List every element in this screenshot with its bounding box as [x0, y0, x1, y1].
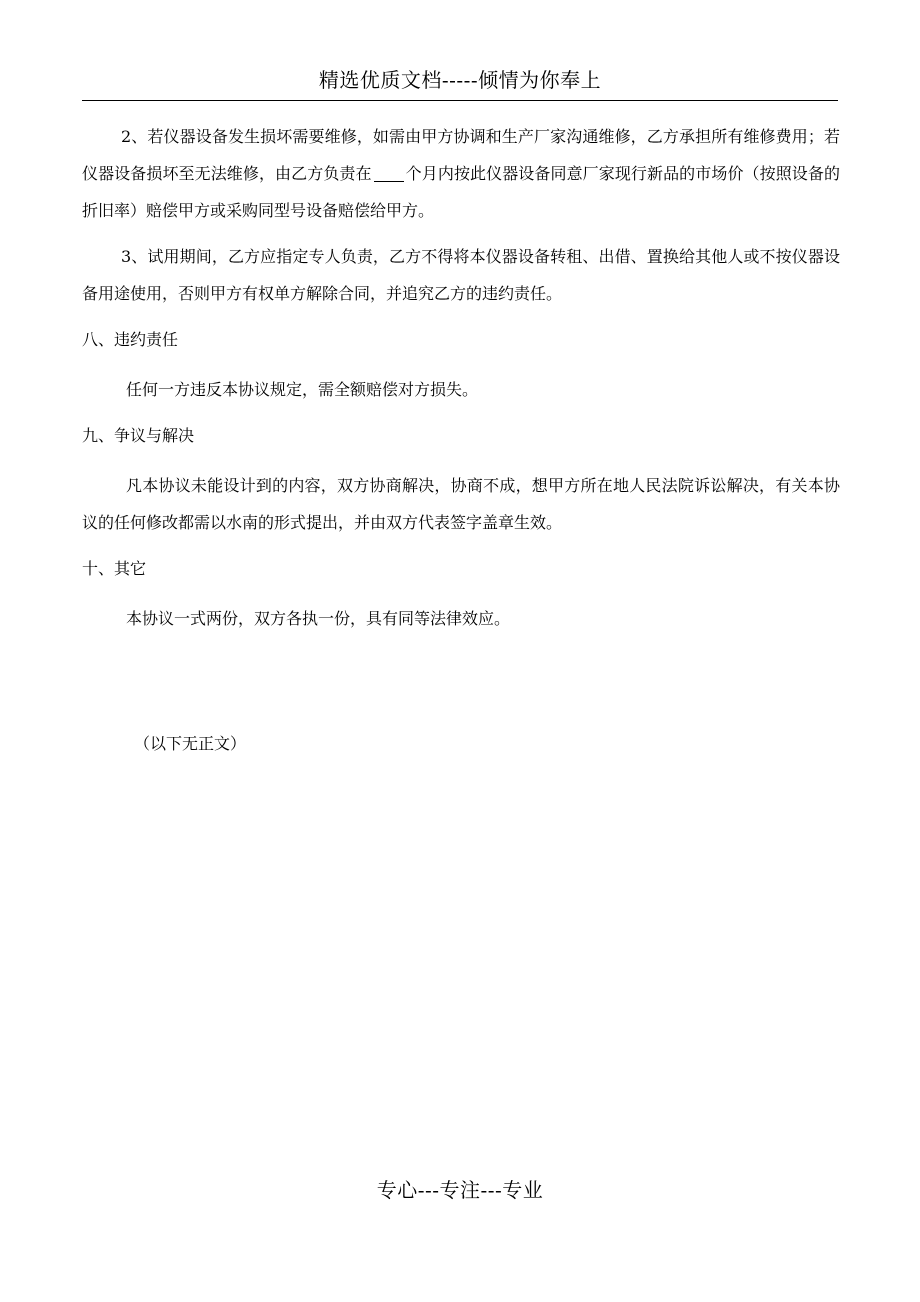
document-body	[82, 118, 840, 637]
fill-in-blank	[374, 165, 404, 182]
clause-2-text-part1: 2、若仪器设备发生损坏需要维修，如需由甲方协调和生产厂家沟通维修，乙方承担所有维修费用；若仪器设备损坏至无法维修，由乙方负责在	[82, 127, 840, 183]
clause-3-paragraph: 3、试用期间，乙方应指定专人负责，乙方不得将本仪器设备转租、出借、置换给其他人或不按仪器设备用途使用，否则甲方有权单方解除合同，并追究乙方的违约责任。	[82, 247, 840, 303]
section-heading-dispute: 九、争议与解决	[82, 426, 195, 445]
section-heading-breach: 八、违约责任	[82, 330, 179, 349]
clause-2-text-part2: 个月内按此仪器设备同意厂家现行新品的市场价（按照设备的折旧率）赔偿甲方或采购同型号设备赔偿给甲方。	[82, 164, 840, 220]
page-footer-text: 专心---专注---专业	[376, 1178, 544, 1202]
section-text-other: 本协议一式两份，双方各执一份，具有同等法律效应。	[126, 609, 511, 628]
header-divider	[82, 100, 838, 101]
section-text-dispute: 凡本协议未能设计到的内容，双方协商解决，协商不成，想甲方所在地人民法院诉讼解决，有关本协议的任何修改都需以水南的形式提出，并由双方代表签字盖章生效。	[82, 476, 840, 532]
clause-2-paragraph	[82, 118, 840, 229]
page-header-title: 精选优质文档-----倾情为你奉上	[318, 68, 602, 92]
section-text-breach: 任何一方违反本协议规定，需全额赔偿对方损失。	[126, 380, 479, 399]
section-heading-other: 十、其它	[82, 559, 147, 578]
end-of-text-note: （以下无正文）	[134, 734, 247, 753]
